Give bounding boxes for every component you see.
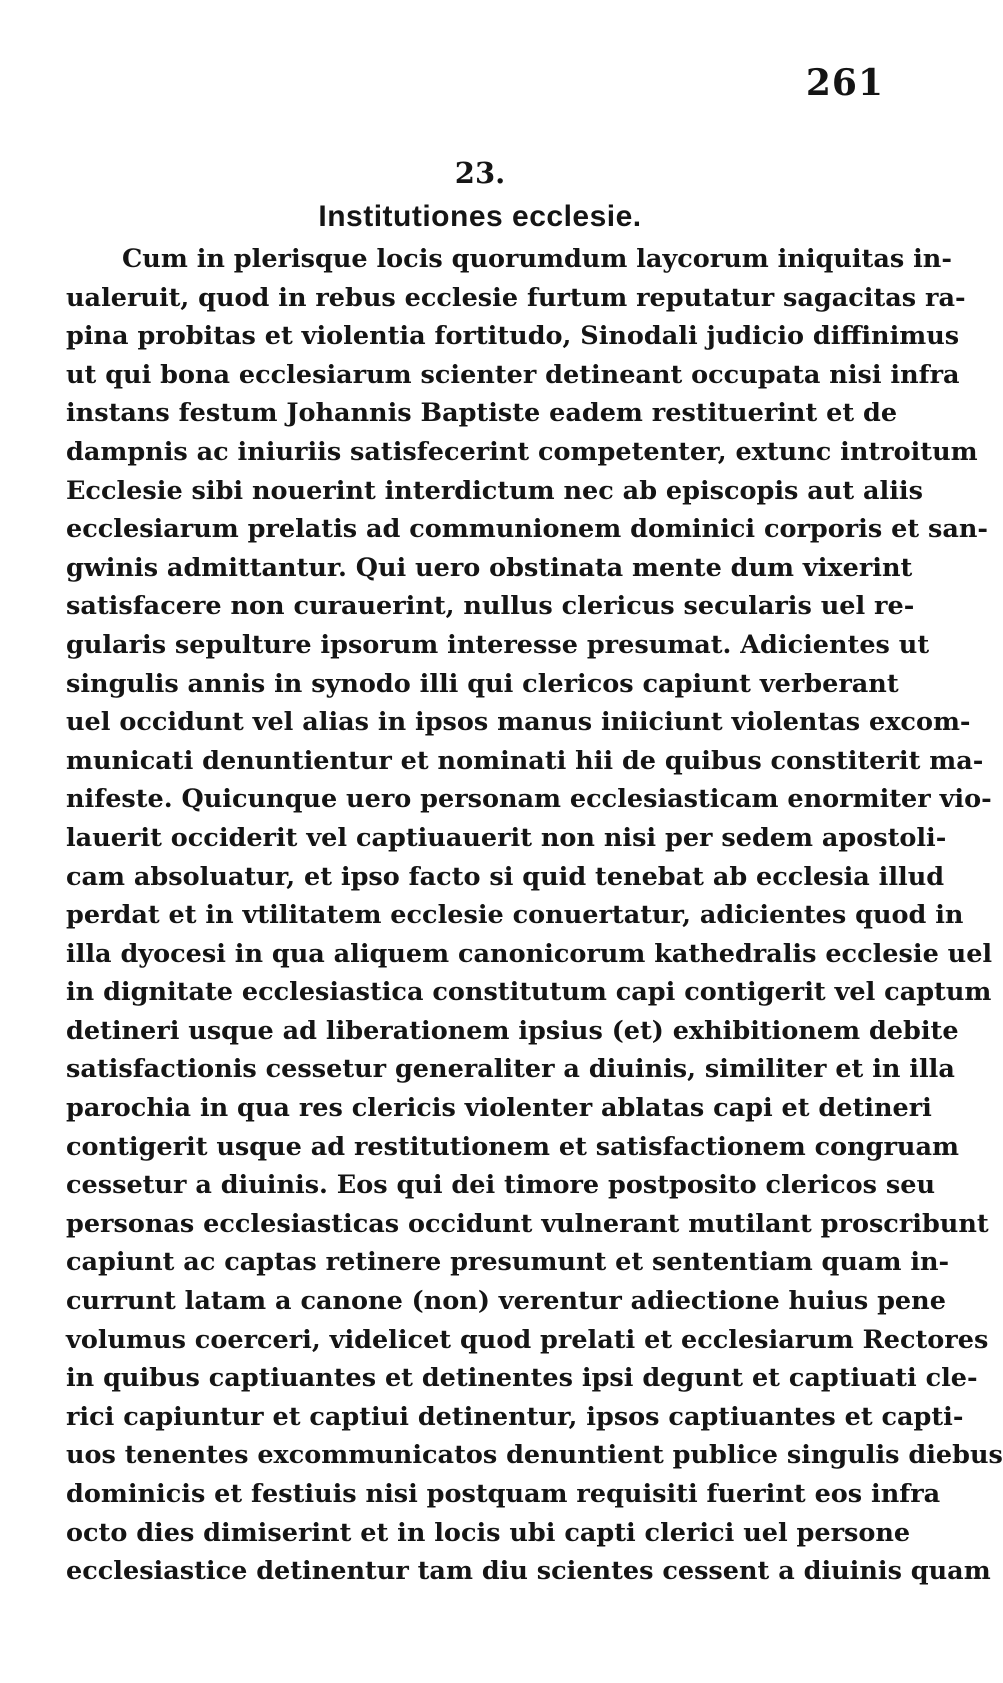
- text-line: capiunt ac captas retinere presumunt et sententiam quam in-: [66, 1247, 950, 1278]
- text-line: uel occidunt vel alias in ipsos manus iniiciunt violentas excom-: [66, 707, 971, 738]
- text-line: ut qui bona ecclesiarum scienter detineant occupata nisi infra: [66, 359, 960, 390]
- text-line: in dignitate ecclesiastica constitutum capi contigerit vel captum: [66, 977, 992, 1008]
- text-line: cessetur a diuinis. Eos qui dei timore postposito clericos seu: [66, 1170, 935, 1201]
- text-line: illa dyocesi in qua aliquem canonicorum kathedralis ecclesie uel: [66, 938, 993, 969]
- text-line: dominicis et festiuis nisi postquam requisiti fuerint eos infra: [66, 1479, 941, 1509]
- text-line: contigerit usque ad restitutionem et satisfactionem congruam: [66, 1131, 959, 1162]
- text-line: municati denuntientur et nominati hii de quibus constiterit ma-: [66, 745, 984, 776]
- text-line: perdat et in vtilitatem ecclesie conuertatur, adicientes quod in: [66, 900, 964, 931]
- text-line: dampnis ac iniuriis satisfecerint competenter, extunc introitum: [66, 436, 978, 467]
- body-text: [66, 240, 1003, 1591]
- text-line: Cum in plerisque locis quorumdum laycorum iniquitas in-: [122, 244, 952, 274]
- text-line: ecclesiastice detinentur tam diu scientes cessent a diuinis quam: [66, 1556, 991, 1587]
- text-line: cam absoluatur, et ipso facto si quid tenebat ab ecclesia illud: [66, 861, 945, 892]
- text-line: detineri usque ad liberationem ipsius (et) exhibitionem debite: [66, 1015, 959, 1046]
- text-line: satisfacere non curauerint, nullus clericus secularis uel re-: [66, 591, 915, 622]
- text-line: uos tenentes excommunicatos denuntient publice singulis diebus: [66, 1440, 1003, 1471]
- text-line: pina probitas et violentia fortitudo, Sinodali judicio diffinimus: [66, 321, 960, 352]
- text-line: ualeruit, quod in rebus ecclesie furtum reputatur sagacitas ra-: [66, 282, 966, 313]
- text-line: rici capiuntur et captiui detinentur, ipsos captiuantes et capti-: [66, 1401, 964, 1432]
- text-line: personas ecclesiasticas occidunt vulnerant mutilant proscribunt: [66, 1208, 989, 1239]
- text-line: volumus coerceri, videlicet quod prelati et ecclesiarum Rectores: [66, 1324, 989, 1355]
- text-line: in quibus captiuantes et detinentes ipsi degunt et captiuati cle-: [66, 1363, 978, 1394]
- text-line: nifeste. Quicunque uero personam ecclesiasticam enormiter vio-: [66, 784, 992, 815]
- page-number: 261: [805, 62, 884, 104]
- text-line: parochia in qua res clericis violenter ablatas capi et detineri: [66, 1093, 932, 1124]
- text-line: currunt latam a canone (non) verentur adiectione huius pene: [66, 1286, 946, 1317]
- text-line: singulis annis in synodo illi qui clericos capiunt verberant: [66, 668, 899, 699]
- section-number: 23.: [454, 156, 506, 190]
- text-line: gularis sepulture ipsorum interesse presumat. Adicientes ut: [66, 629, 930, 660]
- section-title: Institutiones ecclesie.: [318, 200, 642, 233]
- text-line: gwinis admittantur. Qui uero obstinata mente dum vixerint: [66, 552, 913, 583]
- text-line: octo dies dimiserint et in locis ubi capti clerici uel persone: [66, 1517, 911, 1548]
- text-line: ecclesiarum prelatis ad communionem dominici corporis et san-: [66, 514, 988, 545]
- text-line: satisfactionis cessetur generaliter a diuinis, similiter et in illa: [66, 1054, 955, 1085]
- text-line: instans festum Johannis Baptiste eadem restituerint et de: [66, 398, 898, 429]
- text-line: lauerit occiderit vel captiuauerit non nisi per sedem apostoli-: [66, 822, 947, 853]
- text-line: Ecclesie sibi nouerint interdictum nec ab episcopis aut aliis: [66, 475, 923, 506]
